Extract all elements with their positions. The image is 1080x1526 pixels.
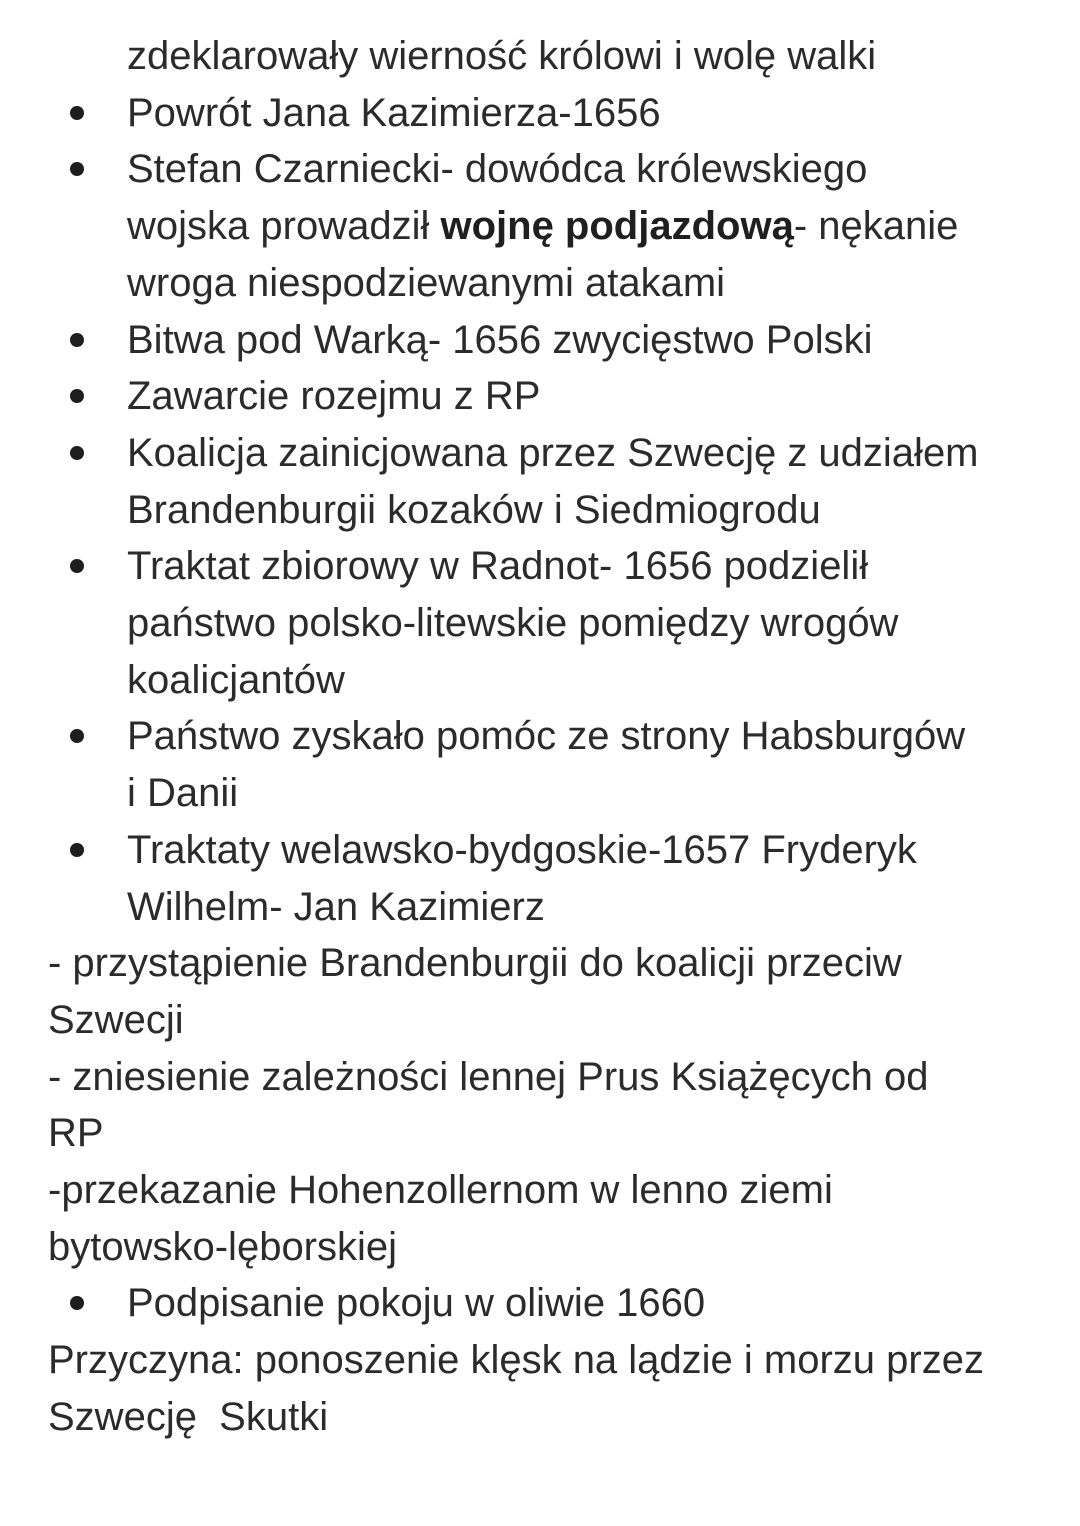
text-line: koalicjantów: [127, 657, 345, 702]
text-line: - przystąpienie Brandenburgii do koalicji przeciw: [48, 941, 902, 986]
list-item: [48, 312, 1040, 369]
list-item: [48, 1275, 1040, 1332]
text-line: Stefan Czarniecki- dowódca królewskiego: [127, 147, 868, 192]
text-line: Zawarcie rozejmu z RP: [127, 374, 541, 419]
bullet-icon: [70, 446, 84, 460]
text-line: Traktaty welawsko-bydgoskie-1657 Fryderyk: [127, 827, 917, 872]
bullet-icon: [70, 559, 84, 573]
text-line: - zniesienie zależności lennej Prus Książęcych od: [48, 1054, 929, 1099]
bullet-icon: [70, 389, 84, 403]
bullet-icon: [70, 106, 84, 120]
text-line: [127, 198, 1040, 255]
bullet-icon: [70, 1296, 84, 1310]
text-segment: wojska prowadził: [127, 204, 441, 249]
text-line: Podpisanie pokoju w oliwie 1660: [127, 1281, 706, 1326]
bullet-icon: [70, 162, 84, 176]
bullet-icon: [70, 843, 84, 857]
text-line: Brandenburgii kozaków i Siedmiogrodu: [127, 487, 821, 532]
text-line: Szwecję Skutki: [48, 1394, 329, 1439]
text-line: Państwo zyskało pomóc ze strony Habsburgów: [127, 714, 966, 759]
bullet-icon: [70, 729, 84, 743]
list-item: [48, 85, 1040, 142]
list-item: [48, 538, 1040, 708]
text-line: Bitwa pod Warką- 1656 zwycięstwo Polski: [127, 317, 873, 362]
text-line: Traktat zbiorowy w Radnot- 1656 podzielił: [127, 544, 869, 589]
text-line: Szwecji: [48, 997, 184, 1042]
list-item: [48, 141, 1040, 311]
text-line: Wilhelm- Jan Kazimierz: [127, 884, 545, 929]
bold-term: wojnę podjazdową: [440, 204, 794, 249]
list-item: [48, 368, 1040, 425]
list-item: [48, 822, 1040, 935]
text-line: państwo polsko-litewskie pomiędzy wrogów: [127, 601, 899, 646]
text-line: bytowsko-lęborskiej: [48, 1224, 398, 1269]
text-segment: - nękanie: [793, 204, 959, 249]
text-line: i Danii: [127, 771, 239, 816]
list-item: [48, 708, 1040, 821]
bullet-icon: [70, 333, 84, 347]
list-item: [48, 425, 1040, 538]
text-line: -przekazanie Hohenzollernom w lenno ziemi: [48, 1168, 833, 1213]
text-line: zdeklarowały wierność królowi i wolę walki: [127, 34, 877, 78]
text-line: RP: [48, 1111, 104, 1156]
text-line: Przyczyna: ponoszenie klęsk na lądzie i morzu przez: [48, 1338, 984, 1383]
text-line: Koalicja zainicjowana przez Szwecję z udziałem: [127, 430, 979, 475]
text-line: wroga niespodziewanymi atakami: [127, 260, 726, 305]
text-line: Powrót Jana Kazimierza-1656: [127, 90, 661, 135]
